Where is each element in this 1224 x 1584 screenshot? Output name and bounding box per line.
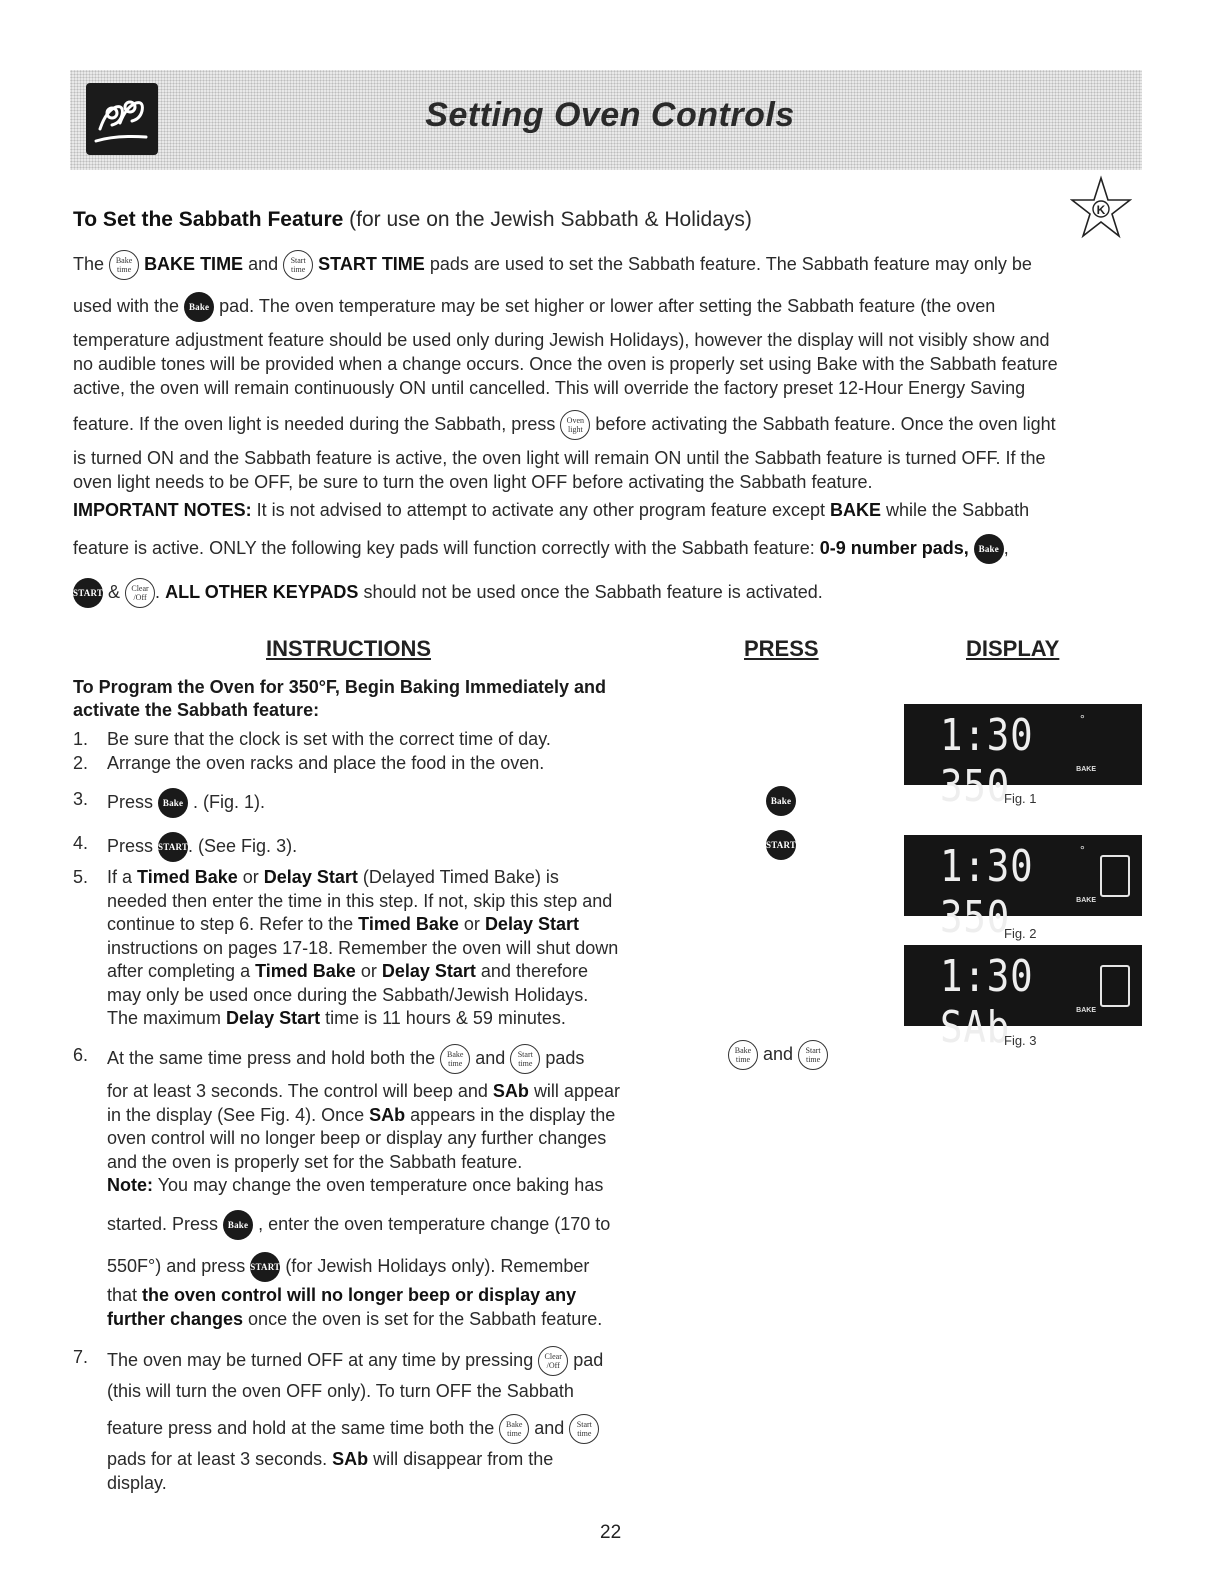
important-notes: IMPORTANT NOTES: It is not advised to attempt to activate any other program feature except BAKE while the Sabbath xyxy=(73,500,1030,520)
program-title: To Program the Oven for 350°F, Begin Baking Immediately and activate the Sabbath feature: xyxy=(73,677,606,720)
oven-light-pad-icon: Oven light xyxy=(560,410,590,440)
start-time-pad-icon: Start time xyxy=(510,1044,540,1074)
intro-line-6: feature. If the oven light is needed during the Sabbath, press Oven light before activating the Sabbath feature. Once the oven light xyxy=(73,410,1056,440)
start-time-pad-icon: Start time xyxy=(283,250,313,280)
indicator-box xyxy=(1100,965,1130,1007)
bake-pad-icon: Bake xyxy=(223,1210,253,1240)
clear-off-pad-icon: Clear /Off xyxy=(538,1346,568,1376)
bake-pad-icon: Bake xyxy=(158,788,188,818)
star-k-icon xyxy=(1070,174,1132,240)
clear-off-pad-icon: Clear /Off xyxy=(125,578,155,608)
bake-time-pad-icon: Bake time xyxy=(499,1414,529,1444)
fig-1-caption: Fig. 1 xyxy=(1004,791,1037,806)
intro-line-3: temperature adjustment feature should be used only during Jewish Holidays), however the display will not visibly show and xyxy=(73,330,1050,350)
fig-2-caption: Fig. 2 xyxy=(1004,926,1037,941)
start-time-pad-icon: Start time xyxy=(798,1040,828,1070)
fig-3-caption: Fig. 3 xyxy=(1004,1033,1037,1048)
display-fig-2: 1:30 350 ° BAKE xyxy=(904,835,1142,916)
intro-line-2: used with the Bake pad. The oven temperature may be set higher or lower after setting the Sabbath feature (the oven xyxy=(73,292,995,322)
start-pad-icon: START xyxy=(250,1252,280,1282)
oven-controls-icon xyxy=(86,83,158,155)
display-fig-3: 1:30 SAb BAKE xyxy=(904,945,1142,1026)
svg-text:K: K xyxy=(1096,203,1106,217)
intro-line-7: is turned ON and the Sabbath feature is active, the oven light will remain ON until the Sabbath feature is turned OFF. If the xyxy=(73,448,1046,468)
start-pad-icon: START xyxy=(158,832,188,862)
bake-time-pad-icon: Bake time xyxy=(440,1044,470,1074)
bake-pad-icon: Bake xyxy=(766,786,796,816)
page-title: Setting Oven Controls xyxy=(425,96,795,134)
instructions-heading: INSTRUCTIONS xyxy=(266,636,431,661)
display-fig-1: 1:30 350 ° BAKE xyxy=(904,704,1142,785)
press-heading: PRESS xyxy=(744,636,819,661)
bake-pad-icon: Bake xyxy=(974,534,1004,564)
press-start xyxy=(766,830,796,860)
section-title: To Set the Sabbath Feature (for use on the Jewish Sabbath & Holidays) xyxy=(73,208,752,231)
intro-line-10: feature is active. ONLY the following key pads will function correctly with the Sabbath feature: 0-9 number pads, Bake , xyxy=(73,534,1009,564)
press-bake xyxy=(766,786,796,816)
bake-time-pad-icon: Bake time xyxy=(728,1040,758,1070)
start-pad-icon: START xyxy=(73,578,103,608)
bake-pad-icon: Bake xyxy=(184,292,214,322)
bake-time-pad-icon: Bake time xyxy=(109,250,139,280)
display-heading: DISPLAY xyxy=(966,636,1060,661)
intro-line-4: no audible tones will be provided when a change occurs. Once the oven is properly set using Bake with the Sabbath feature xyxy=(73,354,1058,374)
start-time-pad-icon: Start time xyxy=(569,1414,599,1444)
page-number: 22 xyxy=(600,1522,622,1543)
intro-line-8: oven light needs to be OFF, be sure to turn the oven light OFF before activating the Sabbath feature. xyxy=(73,472,873,492)
intro-line-5: active, the oven will remain continuously ON until cancelled. This will override the factory preset 12-Hour Energy Saving xyxy=(73,378,1026,398)
indicator-box xyxy=(1100,855,1130,897)
intro-line-1: The Bake time BAKE TIME and Start time START TIME pads are used to set the Sabbath feature. The Sabbath feature may only be xyxy=(73,250,1032,280)
press-bake-and-start-time: Bake time and Start time xyxy=(728,1040,828,1070)
start-pad-icon: START xyxy=(766,830,796,860)
intro-line-11: START & Clear /Off . ALL OTHER KEYPADS should not be used once the Sabbath feature is activated. xyxy=(73,578,823,608)
